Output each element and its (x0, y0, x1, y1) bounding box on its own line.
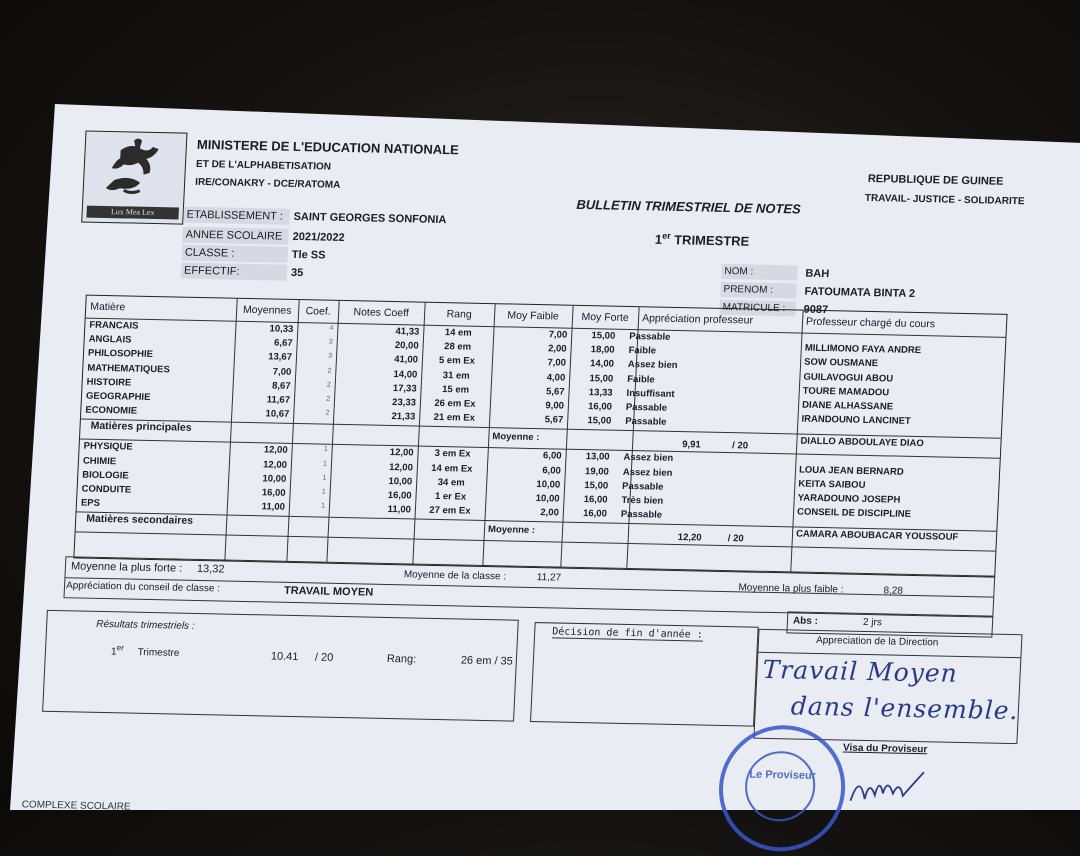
subject-professeur: KEITA SAIBOU (798, 478, 866, 491)
subject-rang: 15 em (441, 383, 470, 396)
prenom-value: FATOUMATA BINTA 2 (804, 285, 916, 300)
subject-moyenne: 12,00 (262, 458, 288, 471)
subject-faible: 5,67 (544, 414, 564, 426)
subject-notes: 16,00 (387, 489, 412, 502)
grades-table (70, 295, 1007, 578)
subject-name: PHYSIQUE (83, 440, 133, 453)
abs-value: 2 jrs (862, 616, 883, 629)
forte-value: 13,32 (196, 562, 225, 576)
subject-rang: 26 em Ex (434, 397, 476, 410)
subject-appreciation: Très bien (621, 494, 664, 507)
subject-forte: 13,33 (588, 386, 613, 399)
subject-faible: 4,00 (546, 371, 566, 384)
subject-rang: 28 em (443, 341, 472, 353)
principal-summary-moyenne-value: 9,91 (681, 439, 701, 451)
effectif-value: 35 (290, 266, 304, 280)
subject-coef: 2 (326, 381, 331, 389)
col-header-rang: Rang (446, 308, 472, 321)
col-header-moyennes: Moyennes (242, 303, 292, 317)
subject-appreciation: Passable (620, 509, 663, 521)
subject-notes: 20,00 (394, 340, 419, 352)
faible-label: Moyenne la plus faible : (738, 582, 844, 596)
secondary-summary-sur: / 20 (727, 533, 744, 545)
subject-faible: 6,00 (542, 464, 562, 477)
subject-rang: 34 em (437, 476, 465, 489)
subject-forte: 16,00 (587, 401, 613, 413)
subject-professeur: IRANDOUNO LANCINET (801, 413, 911, 428)
secondary-summary-moyenne-label: Moyenne : (487, 524, 536, 537)
subject-moyenne: 7,00 (272, 366, 292, 378)
results-rang-label: Rang: (386, 652, 417, 666)
matricule-label: MATRICULE : (719, 300, 796, 317)
subject-appreciation: Passable (625, 401, 668, 414)
subject-forte: 15,00 (591, 330, 616, 342)
subject-appreciation: Assez bien (627, 359, 678, 372)
subject-notes: 41,33 (395, 326, 420, 338)
subject-appreciation: Faible (628, 345, 657, 357)
subject-professeur: DIANE ALHASSANE (801, 399, 894, 413)
subject-coef: 4 (329, 324, 334, 332)
ire-label: IRE/CONAKRY - DCE/RATOMA (194, 176, 341, 191)
subject-name: PHILOSOPHIE (87, 348, 154, 361)
subject-appreciation: Assez bien (622, 466, 673, 479)
subject-name: CONDUITE (81, 483, 132, 496)
subject-appreciation: Passable (621, 480, 664, 493)
subject-coef: 1 (322, 474, 327, 482)
subject-notes: 17,33 (392, 382, 417, 395)
subject-faible: 2,00 (547, 343, 567, 355)
subject-rang: 31 em (442, 369, 470, 382)
col-header-notes-coeff: Notes Coeff (353, 306, 410, 320)
forte-label: Moyenne la plus forte : (70, 560, 183, 575)
subject-professeur: SOW OUSMANE (803, 357, 879, 370)
subject-appreciation: Assez bien (623, 452, 674, 465)
logo-motto: Lux Mea Lex (86, 206, 179, 220)
subject-professeur: CONSEIL DE DISCIPLINE (796, 506, 912, 521)
conseil-label: Appréciation du conseil de classe : (65, 580, 221, 595)
subject-rang: 14 em Ex (431, 462, 473, 475)
direction-label: Appreciation de la Direction (815, 634, 939, 649)
subject-appreciation: Passable (628, 330, 671, 343)
subject-appreciation: Insuffisant (626, 387, 675, 400)
principal-summary-prof: DIALLO ABDOULAYE DIAO (800, 435, 924, 450)
ministry-title: MINISTERE DE L'EDUCATION NATIONALE (196, 136, 460, 158)
subject-professeur: GUILAVOGUI ABOU (803, 371, 894, 385)
etab-value: SAINT GEORGES SONFONIA (293, 210, 447, 227)
nom-value: BAH (805, 267, 830, 281)
subject-rang: 1 er Ex (434, 490, 467, 503)
footer-partial: COMPLEXE SCOLAIRE (21, 799, 131, 813)
effectif-label: EFFECTIF: (181, 263, 288, 281)
secondary-summary-moyenne-value: 12,20 (677, 532, 702, 544)
subject-name: MATHEMATIQUES (87, 362, 171, 375)
republic-label: REPUBLIQUE DE GUINEE (867, 172, 1004, 188)
faible-value: 8,28 (883, 585, 904, 597)
matricule-value: 9087 (803, 303, 829, 317)
conseil-value: TRAVAIL MOYEN (283, 584, 374, 599)
subject-coef: 3 (328, 338, 333, 346)
subject-rang: 27 em Ex (429, 505, 471, 517)
col-header-moy-forte: Moy Forte (581, 310, 630, 324)
etab-label: ETABLISSEMENT : (183, 207, 290, 225)
subject-appreciation: Faible (626, 373, 655, 386)
subject-faible: 9,00 (545, 400, 565, 412)
signature-icon (848, 767, 930, 809)
direction-handwritten-1: Travail Moyen (761, 654, 959, 688)
subject-professeur: MILLIMONO FAYA ANDRE (804, 342, 922, 357)
subject-name: FRANCAIS (89, 319, 139, 332)
subject-coef: 2 (327, 367, 332, 375)
results-moyenne: 10.41 (270, 650, 299, 664)
principal-summary-moyenne-label: Moyenne : (492, 431, 540, 444)
subject-notes: 21,33 (391, 411, 416, 423)
principal-summary-sur: / 20 (731, 440, 749, 452)
subject-coef: 2 (325, 409, 330, 417)
subject-moyenne: 12,00 (263, 444, 288, 457)
subject-rang: 5 em Ex (438, 355, 476, 368)
nom-label: NOM : (721, 264, 798, 281)
secondary-summary-prof: CAMARA ABOUBACAR YOUSSOUF (795, 528, 959, 544)
subject-name: ANGLAIS (88, 333, 132, 346)
subject-coef: 1 (320, 502, 326, 510)
ministry-subtitle: ET DE L'ALPHABETISATION (195, 158, 332, 173)
subject-faible: 2,00 (540, 507, 560, 519)
subject-coef: 1 (321, 488, 326, 496)
subject-forte: 16,00 (583, 494, 608, 506)
subject-moyenne: 11,00 (261, 501, 286, 513)
subject-rang: 14 em (444, 327, 472, 339)
stamp-text: Le Proviseur (749, 768, 817, 782)
secondary-summary-label: Matières secondaires (85, 513, 194, 528)
subject-forte: 16,00 (582, 508, 608, 520)
subject-moyenne: 11,67 (266, 394, 291, 406)
subject-notes: 41,00 (393, 354, 419, 366)
subject-coef: 1 (323, 445, 328, 454)
principal-summary-label: Matières principales (90, 420, 192, 435)
annee-label: ANNEE SCOLAIRE (182, 227, 289, 245)
results-label: Résultats trimestriels : (96, 618, 195, 632)
subject-faible: 7,00 (547, 357, 567, 370)
subject-name: EPS (80, 497, 101, 510)
horseman-emblem-icon (83, 132, 186, 208)
subject-faible: 7,00 (548, 329, 568, 341)
subject-moyenne: 10,33 (269, 323, 294, 335)
results-rang-value: 26 em / 35 (460, 654, 514, 668)
subject-notes: 10,00 (388, 475, 413, 488)
subject-name: CHIMIE (82, 455, 117, 467)
school-stamp (716, 724, 848, 853)
subject-professeur: YARADOUNO JOSEPH (797, 492, 901, 506)
subject-forte: 15,00 (584, 479, 609, 492)
subject-professeur: LOUA JEAN BERNARD (798, 464, 905, 478)
decision-label: Décision de fin d'année : (551, 626, 703, 641)
subject-name: HISTOIRE (86, 376, 132, 389)
subject-forte: 14,00 (589, 358, 615, 371)
subject-faible: 5,67 (545, 386, 565, 398)
subject-rang: 3 em Ex (434, 448, 471, 461)
ministry-logo (81, 131, 187, 225)
subject-faible: 10,00 (536, 478, 561, 491)
direction-handwritten-2: dans l'ensemble. (790, 691, 1020, 726)
subject-rang: 21 em Ex (433, 412, 476, 424)
abs-label: Abs : (792, 615, 819, 627)
subject-coef: 1 (322, 460, 328, 468)
classe-value: Tle SS (291, 248, 326, 262)
col-header-moy-faible: Moy Faible (507, 309, 560, 323)
subject-moyenne: 16,00 (261, 487, 286, 499)
subject-moyenne: 13,67 (267, 351, 293, 364)
subject-notes: 23,33 (391, 397, 417, 409)
subject-coef: 3 (327, 353, 333, 361)
subject-notes: 12,00 (389, 447, 414, 459)
subject-appreciation: Passable (624, 416, 667, 428)
col-header-matiere: Matière (89, 300, 126, 314)
subject-notes: 12,00 (388, 461, 414, 474)
subject-forte: 18,00 (590, 344, 615, 356)
results-trimestre: 1er Trimestre (110, 643, 180, 659)
subject-professeur (800, 450, 1000, 454)
visa-label: Visa du Proviseur (842, 742, 928, 756)
results-sur: / 20 (314, 651, 334, 664)
subject-forte: 15,00 (589, 372, 614, 385)
subject-moyenne: 10,67 (265, 408, 290, 421)
bulletin-title: BULLETIN TRIMESTRIEL DE NOTES (576, 196, 802, 217)
col-header-appreciation: Appréciation professeur (641, 312, 754, 327)
subject-forte: 19,00 (584, 465, 610, 478)
subject-faible: 10,00 (535, 493, 560, 505)
col-header-professeur: Professeur chargé du cours (805, 315, 936, 331)
subject-name: GEOGRAPHIE (85, 390, 151, 403)
subject-moyenne: 6,67 (273, 337, 293, 350)
subject-forte: 15,00 (587, 415, 612, 427)
trimestre-heading: 1er TRIMESTRE (654, 230, 750, 249)
classe-moy-value: 11,27 (536, 572, 562, 584)
annee-value: 2021/2022 (292, 230, 345, 244)
subject-notes: 14,00 (393, 368, 418, 381)
subject-professeur: TOURE MAMADOU (802, 385, 890, 399)
subject-notes: 11,00 (387, 504, 412, 516)
subject-moyenne: 10,00 (262, 473, 287, 485)
subject-name: ECONOMIE (85, 404, 138, 417)
prenom-label: PRENOM : (720, 282, 797, 299)
subject-name: BIOLOGIE (82, 469, 129, 482)
subject-moyenne: 8,67 (271, 380, 291, 392)
subject-faible: 6,00 (542, 450, 562, 462)
col-header-coef: Coef. (305, 305, 332, 318)
subject-coef: 2 (325, 395, 331, 403)
classe-label: CLASSE : (181, 245, 288, 263)
report-card (21, 120, 1040, 840)
subject-forte: 13,00 (585, 451, 610, 463)
republic-motto: TRAVAIL- JUSTICE - SOLIDARITE (864, 192, 1025, 208)
classe-moy-label: Moyenne de la classe : (403, 569, 507, 583)
